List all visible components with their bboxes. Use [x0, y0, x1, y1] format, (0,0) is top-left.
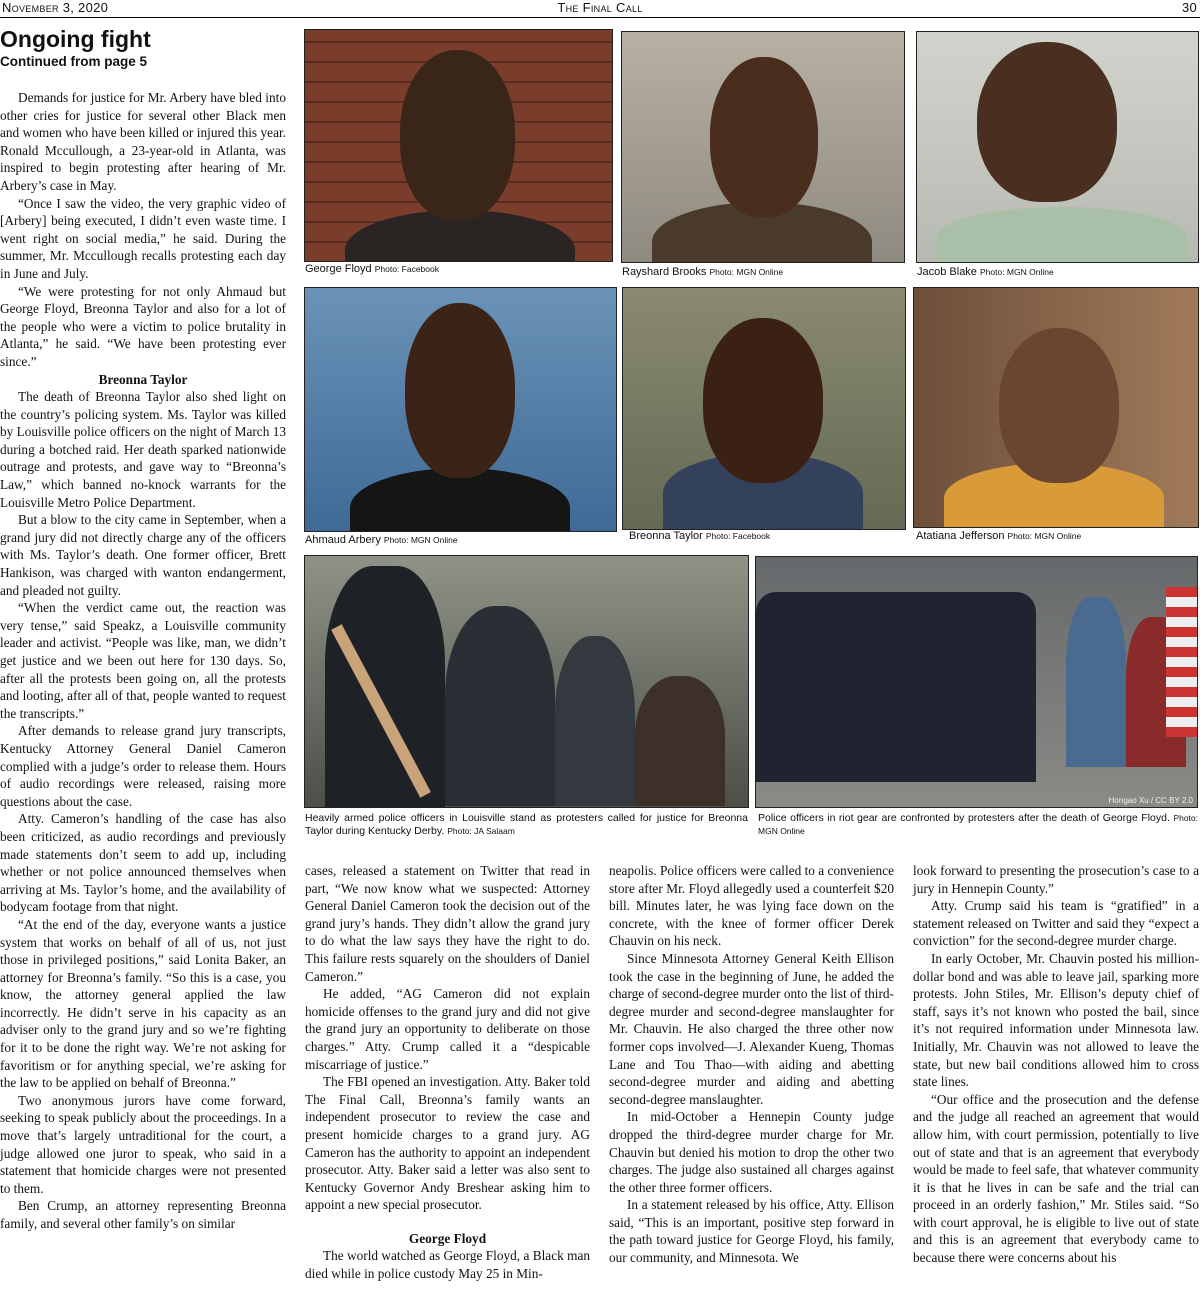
photo-caption: Breonna Taylor Photo: Facebook	[629, 530, 771, 542]
photo-rayshard-brooks	[621, 31, 905, 263]
continued-note: Continued from page 5	[0, 54, 148, 69]
paragraph: “When the verdict came out, the reaction was very tense,” said Speakz, a Louisville community leader and activist. “People was like, man, we didn’t get justice and we been out here for 130 days. So, after all the protests been going on, all the protests and looting, after all of that, people wanted to request the transcripts.”	[0, 600, 286, 721]
photo-louisville-police	[304, 555, 749, 808]
photo-breonna-taylor	[622, 287, 906, 530]
photo-caption: George Floyd Photo: Facebook	[305, 263, 439, 275]
photo-george-floyd	[304, 29, 613, 262]
paragraph: Ben Crump, an attorney representing Breonna family, and several other family’s on similar	[0, 1198, 286, 1231]
photo-caption: Rayshard Brooks Photo: MGN Online	[622, 266, 784, 278]
paragraph: Atty. Cameron’s handling of the case has also been criticized, as audio recordings and previously made statements don’t seem to add up, including whether or not police announced themselves when arriving at Ms. Taylor’s home, and the availability of bodycam footage from that night.	[0, 811, 286, 915]
paragraph: Since Minnesota Attorney General Keith Ellison took the case in the beginning of June, he added the charge of second-degree murder onto the list of third-degree murder and second-degree manslaughter for Mr. Chauvin. He also charged the three other now former cops involved—J. Alexander Kueng, Thomas Lane and Tou Thao—with aiding and abetting second-degree murder and aiding and abetting second-degree manslaughter.	[609, 950, 894, 1107]
paragraph: The FBI opened an investigation. Atty. Baker told The Final Call, Breonna’s family wants an independent prosecutor to review the case and present homicide charges to a grand jury. AG Cameron has the authority to appoint an independent prosecutor. Atty. Baker said a letter was also sent to Kentucky Governor Andy Breshear asking him to appoint a new special prosecutor.	[305, 1074, 590, 1213]
text-column-1	[0, 89, 286, 1233]
masthead	[0, 0, 1200, 18]
photo-caption: Ahmaud Arbery Photo: MGN Online	[305, 534, 458, 546]
paragraph: Atty. Crump said his team is “gratified” in a statement released on Twitter and said they “expect a conviction” for the second-degree murder charge.	[913, 898, 1199, 949]
paper-name: The Final Call	[557, 0, 643, 15]
paragraph: cases, released a statement on Twitter that read in part, “We now know what we suspected: Attorney General Daniel Cameron took the decision out of the grand jury’s hands. They didn’t allow the grand jury to do what the law says they have the right to do. This failure rests squarely on the shoulders of Daniel Cameron.”	[305, 863, 590, 984]
paragraph: He added, “AG Cameron did not explain homicide offenses to the grand jury and did not give the grand jury an opportunity to deliberate on those charges.” Atty. Crump called it a “despicable miscarriage of justice.”	[305, 986, 590, 1072]
paragraph: look forward to presenting the prosecution’s case to a jury in Hennepin County.”	[913, 863, 1199, 896]
photo-caption: Jacob Blake Photo: MGN Online	[917, 266, 1054, 278]
paragraph: But a blow to the city came in September, when a grand jury did not directly charge any of the officers with Ms. Taylor’s death. One former officer, Brett Hankison, was charged with wanton endangerment, and pleaded not guilty.	[0, 512, 286, 598]
paragraph: “Once I saw the video, the very graphic video of [Arbery] being executed, I didn’t even waste time. I went right on social media,” he said. During the summer, Mr. Mccullough recalls protesting each day in June and July.	[0, 195, 286, 281]
text-column-3	[609, 862, 894, 1267]
photo-watermark: Hongao Xu / CC BY 2.0	[1108, 796, 1193, 805]
paragraph: In a statement released by his office, Atty. Ellison said, “This is an important, positive step forward in the path toward justice for George Floyd, his family, our community, and Minnesota. We	[609, 1197, 894, 1266]
photo-jacob-blake	[916, 31, 1199, 263]
paragraph: Two anonymous jurors have come forward, seeking to speak publicly about the proceedings. In a move that’s largely untraditional for the court, a judge allowed one juror to speak, who said in a statement that homicide charges were not presented to them.	[0, 1092, 286, 1196]
photo-caption: Heavily armed police officers in Louisville stand as protesters called for justice for Breonna Taylor during Kentucky Derby. Photo: JA Salaam	[305, 812, 748, 837]
photo-atatiana-jefferson	[913, 287, 1199, 528]
photo-caption: Atatiana Jefferson Photo: MGN Online	[916, 530, 1082, 542]
paragraph: “We were protesting for not only Ahmaud but George Floyd, Breonna Taylor and also for a lot of the people who were a victim to police brutality in Atlanta,” he said. “We have been protesting ever since.”	[0, 283, 286, 369]
paragraph: Demands for justice for Mr. Arbery have bled into other cries for justice for several other Black men and women who have been killed or injured this year. Ronald Mccullough, a 23-year-old in Atlanta, was inspired to begin protesting after hearing of Mr. Arbery’s case in May.	[0, 90, 286, 193]
page-number: 30	[1181, 0, 1197, 15]
paragraph: In mid-October a Hennepin County judge dropped the third-degree murder charge for Mr. Chauvin but denied his motion to drop the other two charges. The judge also sustained all charges against the other three former officers.	[609, 1109, 894, 1195]
section-subhead: George Floyd	[408, 1230, 487, 1246]
paragraph: The death of Breonna Taylor also shed light on the country’s policing system. Ms. Taylor was killed by Louisville police officers on the night of March 13 during a botched raid. Her death sparked nationwide outrage and protests, and gave way to “Breonna’s Law,” which banned no-knock warrants for the Louisville Metro Police Department.	[0, 389, 286, 510]
paragraph: In early October, Mr. Chauvin posted his million-dollar bond and was able to leave jail, sparking more protests. John Stiles, Mr. Ellison’s deputy chief of staff, says it’s not known who posted the bail, since it’s not required information under Minnesota law. Initially, Mr. Chauvin was not allowed to leave the state, but new bail conditions allowed him to cross state lines.	[913, 950, 1199, 1090]
article-headline: Ongoing fight	[0, 26, 151, 52]
photo-ahmaud-arbery	[304, 287, 617, 532]
paragraph: “At the end of the day, everyone wants a justice system that works on behalf of all of us, not just those in privileged positions,” said Lonita Baker, an attorney for Breonna’s family. “So this is a case, you know, the attorney general applied the law incorrectly. He didn’t serve in his capacity as an adviser only to the grand jury and so we’re fighting for it to be done the right way. We’re not asking for favoritism or for anything special, we’re asking for the law to be applied on behalf of Breonna.”	[0, 916, 286, 1091]
paragraph: After demands to release grand jury transcripts, Kentucky Attorney General Daniel Cameron complied with a judge’s order to release them. Hours of audio recordings were released, raising more questions about the case.	[0, 723, 286, 809]
text-column-4	[913, 862, 1199, 1267]
text-column-2	[305, 862, 590, 1283]
section-subhead: Breonna Taylor	[98, 371, 188, 387]
paragraph: The world watched as George Floyd, a Black man died while in police custody May 25 in Min-	[305, 1248, 590, 1282]
paragraph: neapolis. Police officers were called to a convenience store after Mr. Floyd allegedly used a counterfeit $20 bill. Minutes later, he was lying face down on the concrete, with the knee of former officer Derek Chauvin on his neck.	[609, 863, 894, 949]
photo-riot-gear-protesters	[755, 556, 1198, 808]
issue-date: November 3, 2020	[2, 0, 109, 15]
photo-caption: Police officers in riot gear are confronted by protesters after the death of George Floyd. Photo: MGN Online	[758, 812, 1198, 836]
paragraph: “Our office and the prosecution and the defense and the judge all reached an agreement that would allow him, with court permission, potentially to live out of state and that is an agreement that everybody would be made to feel safe, that whatever community it is that he lives in can be safe and the trial can proceed in an orderly fashion,” Mr. Stiles said. “So with court approval, he is eligible to live out of state and this is an agreement that everybody came to because there were concerns about his	[913, 1091, 1199, 1266]
